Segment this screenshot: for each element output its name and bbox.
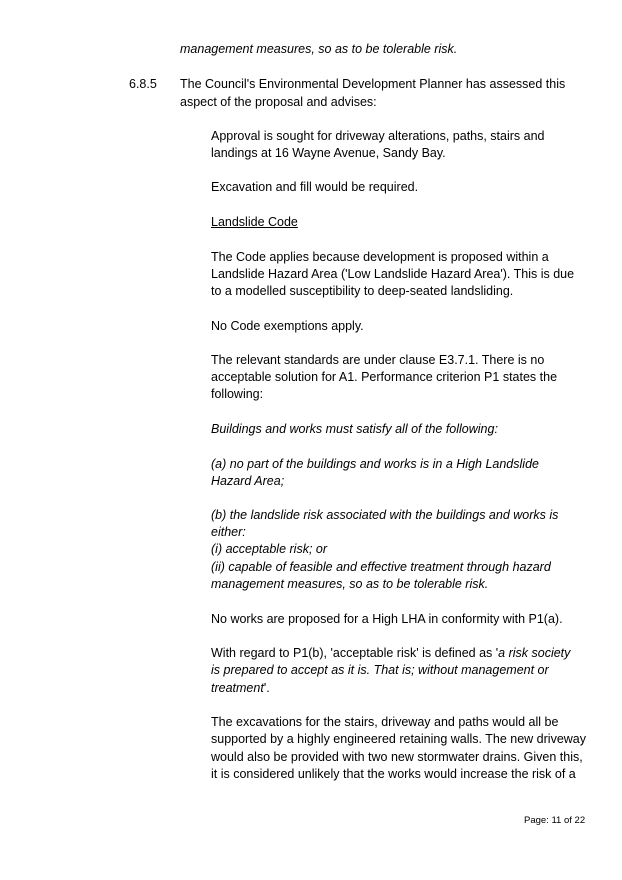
continuation-text: management measures, so as to be tolerable risk. xyxy=(180,42,458,56)
criterion-b-ii-line2: management measures, so as to be tolerable risk. xyxy=(211,577,489,591)
standards-line1: The relevant standards are under clause E3.7.1. There is no xyxy=(211,353,545,367)
approval-line2: landings at 16 Wayne Avenue, Sandy Bay. xyxy=(211,146,446,160)
standards-line2: acceptable solution for A1. Performance criterion P1 states the xyxy=(211,370,558,384)
page-number: Page: 11 of 22 xyxy=(524,815,586,826)
criterion-b-line1: (b) the landslide risk associated with the buildings and works is xyxy=(211,508,559,522)
excavations-line3: would also be provided with two new stormwater drains. Given this, xyxy=(211,750,583,764)
landslide-code-heading: Landslide Code xyxy=(211,215,298,229)
buildings-works-text: Buildings and works must satisfy all of the following: xyxy=(211,422,498,436)
excavations-line2: supported by a highly engineered retaining walls. The new driveway xyxy=(211,732,586,746)
regard-line1-italic: a risk society xyxy=(498,646,571,660)
criterion-b-ii-line1: (ii) capable of feasible and effective treatment through hazard xyxy=(211,560,551,574)
excavations-line4: it is considered unlikely that the works would increase the risk of a xyxy=(211,767,576,781)
excavation-text: Excavation and fill would be required. xyxy=(211,180,419,194)
criterion-a-line1: (a) no part of the buildings and works is in a High Landslide xyxy=(211,457,539,471)
criterion-b-i: (i) acceptable risk; or xyxy=(211,542,328,556)
section-intro-line2: aspect of the proposal and advises: xyxy=(180,95,377,109)
regard-line3 xyxy=(211,680,270,697)
no-works-text: No works are proposed for a High LHA in conformity with P1(a). xyxy=(211,612,563,626)
code-applies-line2: Landslide Hazard Area ('Low Landslide Hazard Area'). This is due xyxy=(211,267,575,281)
section-intro-line1: The Council's Environmental Development Planner has assessed this xyxy=(180,77,566,91)
regard-line2: is prepared to accept as it is. That is; without management or xyxy=(211,663,549,677)
regard-line1 xyxy=(211,645,570,662)
excavations-line1: The excavations for the stairs, driveway and paths would all be xyxy=(211,715,559,729)
criterion-a-line2: Hazard Area; xyxy=(211,474,285,488)
regard-line3-italic: treatment xyxy=(211,681,264,695)
regard-line1-plain: With regard to P1(b), 'acceptable risk' is defined as ' xyxy=(211,646,499,660)
section-number: 6.8.5 xyxy=(129,77,157,91)
code-applies-line3: to a modelled susceptibility to deep-seated landsliding. xyxy=(211,284,514,298)
standards-line3: following: xyxy=(211,387,264,401)
no-exemptions-text: No Code exemptions apply. xyxy=(211,319,364,333)
code-applies-line1: The Code applies because development is proposed within a xyxy=(211,250,549,264)
approval-line1: Approval is sought for driveway alterations, paths, stairs and xyxy=(211,129,545,143)
regard-line3-plain: '. xyxy=(263,681,270,695)
criterion-b-line2: either: xyxy=(211,525,246,539)
